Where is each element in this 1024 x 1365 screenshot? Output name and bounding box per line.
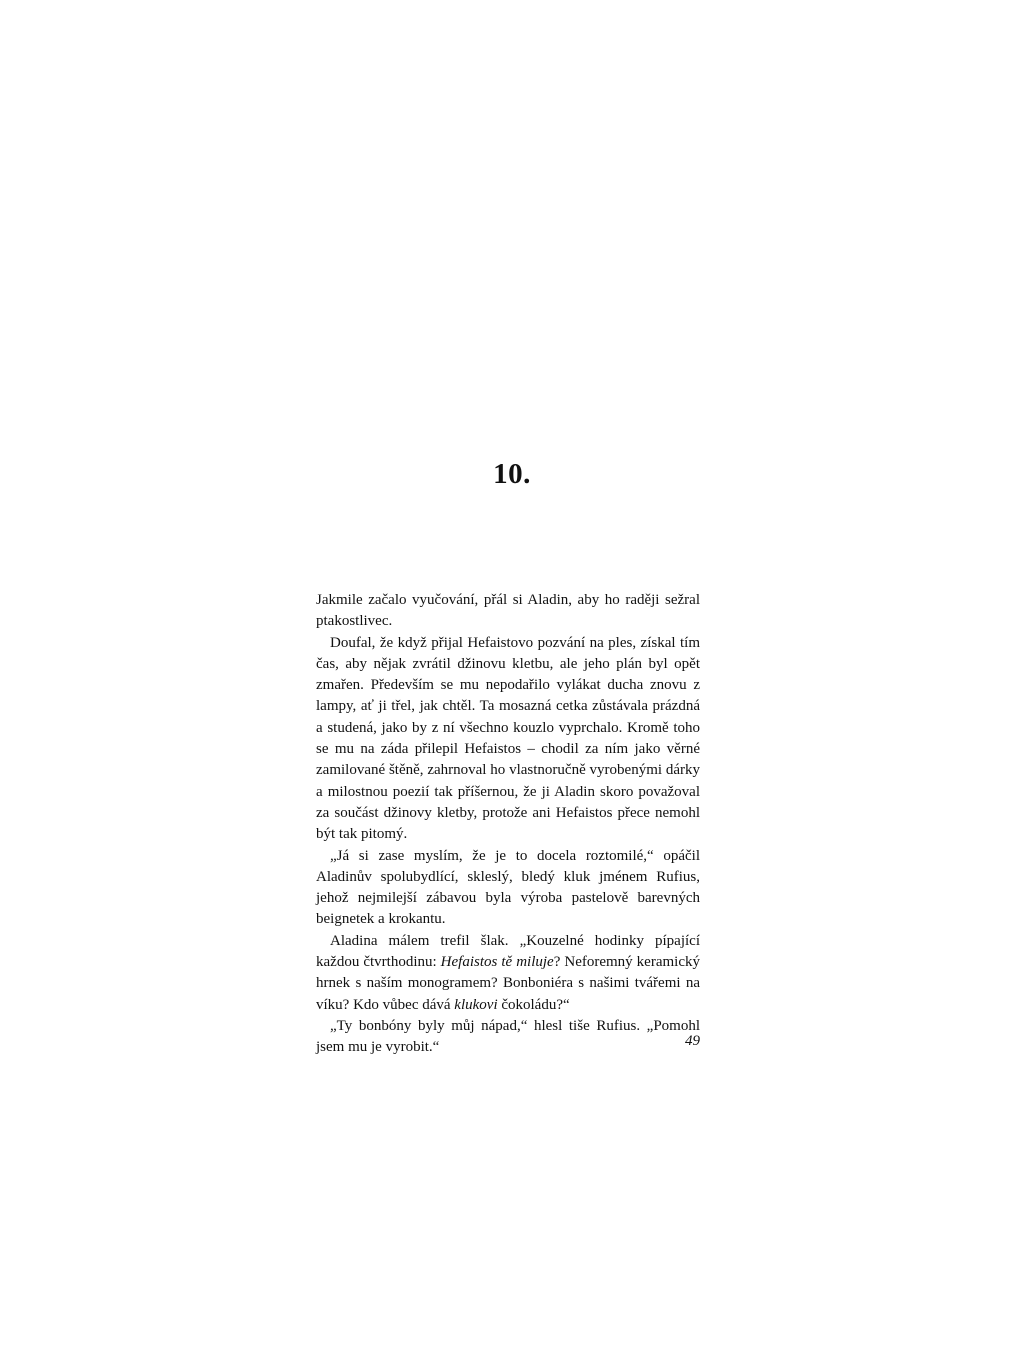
paragraph bbox=[316, 931, 700, 1016]
paragraph-text: „Ty bonbóny byly můj nápad,“ hlesl tiše Rufius. „Pomohl jsem mu je vyrobit.“ bbox=[316, 1017, 700, 1056]
paragraph-text: Aladina málem trefil šlak. „Kouzelné hodinky pípající každou čtvrthodinu: bbox=[316, 932, 700, 971]
paragraph-text: „Já si zase myslím, že je to docela roztomilé,“ opáčil Aladinův spolubydlící, skleslý, bledý kluk jménem Rufius, jehož nejmilejší zábavou byla výroba pastelově barevných beignetek a krokantu. bbox=[316, 847, 700, 928]
italic-phrase: Hefaistos tě miluje bbox=[440, 954, 554, 971]
paragraph bbox=[316, 1016, 700, 1059]
paragraph-text: Doufal, že když přijal Hefaistovo pozvání na ples, získal tím čas, aby nějak zvrátil džinovu kletbu, ale jeho plán byl opět zmařen. Především se mu nepodařilo vylákat ducha znovu z lampy, ať ji třel, jak chtěl. Ta mosazná cetka zůstávala prázdná a studená, jako by z ní všechno kouzlo vyprchalo. Kromě toho se mu na záda přilepil Hefaistos – chodil za ním jako věrné zamilované štěně, zahrnoval ho vlastnoručně vyrobenými dárky a milostnou poezií tak příšernou, že ji Aladin skoro považoval za součást džinovy kletby, protože ani Hefaistos přece nemohl být tak pitomý. bbox=[316, 634, 700, 843]
paragraph-text: Jakmile začalo vyučování, přál si Aladin, aby ho raději sežral ptakostlivec. bbox=[316, 592, 700, 630]
paragraph-text: ? Neforemný keramický hrnek s naším monogramem? Bonboniéra s našimi tvářemi na víku? Kdo vůbec dává bbox=[316, 954, 700, 1013]
italic-word: klukovi bbox=[454, 996, 498, 1013]
chapter-number: 10. bbox=[493, 458, 531, 490]
paragraph-text: čokoládu?“ bbox=[497, 996, 570, 1013]
page-number: 49 bbox=[685, 1033, 700, 1049]
body-text bbox=[316, 590, 700, 1059]
paragraph bbox=[316, 846, 700, 931]
paragraph bbox=[316, 590, 700, 633]
paragraph bbox=[316, 633, 700, 846]
